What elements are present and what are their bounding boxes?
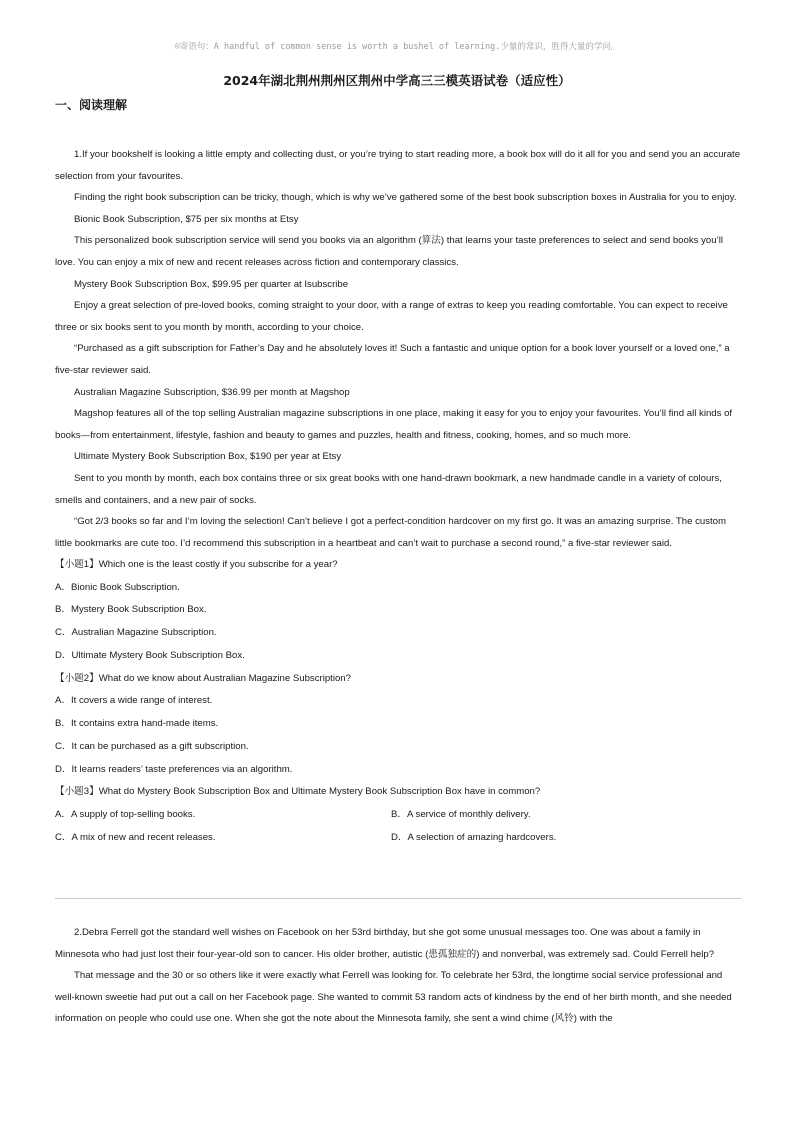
section-divider bbox=[55, 898, 741, 899]
question-1-option-d: D．Ultimate Mystery Book Subscription Box. bbox=[55, 650, 245, 662]
question-2-stem: 【小题2】What do we know about Australian Magazine Subscription? bbox=[55, 672, 351, 684]
passage-paragraph: Ultimate Mystery Book Subscription Box, $190 per year at Etsy bbox=[74, 451, 342, 463]
passage-paragraph: “Got 2/3 books so far and I’m loving the selection! Can’t believe I got a perfect-condition hardcover on my first go. It was an amazing surprise. The custom little bookmarks are cute too. I’d recommend this subscription in a heartbeat and can’t wait to purchase a second round,” a five-star reviewer said. bbox=[55, 516, 726, 549]
question-3-options-row-2 bbox=[55, 827, 743, 850]
question-3-option-b: B．A service of monthly delivery. bbox=[391, 808, 531, 820]
question-1-option-b: B．Mystery Book Subscription Box. bbox=[55, 604, 207, 616]
passage-paragraph: Australian Magazine Subscription, $36.99 per month at Magshop bbox=[74, 386, 350, 398]
question-3-option-c: C．A mix of new and recent releases. bbox=[55, 831, 216, 843]
passage-paragraph: That message and the 30 or so others like it were exactly what Ferrell was looking for. To celebrate her 53rd, the longtime social service professional and well-known sweetie had put out a call on her Facebook page. She wanted to commit 53 random acts of kindness by the end of her birth month, and she needed information on people who could use one. When she got the note about the Minnesota family, she sent a wind chime (风铃) with the bbox=[55, 970, 732, 1025]
question-2-option-b: B．It contains extra hand-made items. bbox=[55, 718, 219, 730]
passage-paragraph: “Purchased as a gift subscription for Father’s Day and he absolutely loves it! Such a fantastic and unique option for a book lover yourself or a loved one,” a five-star reviewer said. bbox=[55, 343, 730, 376]
passage-paragraph: 1.If your bookshelf is looking a little empty and collecting dust, or you’re trying to start reading more, a book box will do it all for you and send you an accurate selection from your favourites. bbox=[55, 149, 741, 182]
question-2-option-d: D．It learns readers’ taste preferences via an algorithm. bbox=[55, 763, 293, 775]
question-2-option-c: C．It can be purchased as a gift subscription. bbox=[55, 740, 249, 752]
passage-2 bbox=[55, 922, 743, 1030]
header-motto: ☺寄语句：A handful of common sense is worth a bushel of learning.少量的常识，胜得大量的学问。 bbox=[174, 42, 620, 52]
passage-1 bbox=[55, 144, 743, 849]
question-1-option-c: C．Australian Magazine Subscription. bbox=[55, 627, 217, 639]
passage-paragraph: Magshop features all of the top selling Australian magazine subscriptions in one place, making it easy for you to enjoy your favourites. You’ll find all kinds of books—from entertainment, lifestyle, fashion and beauty to games and puzzles, health and fitness, cooking, homes, and so much more. bbox=[55, 408, 733, 441]
passage-paragraph: Sent to you month by month, each box contains three or six great books with one hand-drawn bookmark, a new handmade candle in a variety of colours, smells and containers, and a new pair of socks. bbox=[55, 472, 722, 506]
document-title: 2024年湖北荆州荆州区荆州中学高三三模英语试卷（适应性） bbox=[223, 73, 571, 88]
passage-paragraph: Bionic Book Subscription, $75 per six months at Etsy bbox=[74, 213, 299, 225]
passage-paragraph: This personalized book subscription service will send you books via an algorithm (算法) that learns your taste preferences to select and send books you’ll love. You can enjoy a mix of new and recent releases across fiction and contemporary classics. bbox=[55, 235, 723, 268]
question-3-option-a: A．A supply of top-selling books. bbox=[55, 808, 196, 820]
question-1-option-a: A．Bionic Book Subscription. bbox=[55, 581, 180, 593]
question-3-option-d: D．A selection of amazing hardcovers. bbox=[391, 831, 557, 843]
passage-paragraph: Mystery Book Subscription Box, $99.95 per quarter at Isubscribe bbox=[74, 278, 349, 290]
question-3-stem: 【小题3】What do Mystery Book Subscription Box and Ultimate Mystery Book Subscription Box have in common? bbox=[55, 786, 541, 798]
question-1-stem: 【小题1】Which one is the least costly if you subscribe for a year? bbox=[55, 559, 338, 571]
passage-paragraph: Finding the right book subscription can be tricky, though, which is why we’ve gathered some of the best book subscription boxes in Australia for you to enjoy. bbox=[74, 192, 737, 204]
question-2-option-a: A．It covers a wide range of interest. bbox=[55, 695, 213, 707]
section-heading: 一、阅读理解 bbox=[55, 98, 128, 112]
passage-paragraph: Enjoy a great selection of pre-loved books, coming straight to your door, with a range of extras to keep you reading comfortable. You can expect to receive three or six books sent to you month by month, according to your choice. bbox=[55, 300, 728, 333]
question-3-options-row-1 bbox=[55, 804, 743, 827]
passage-paragraph: 2.Debra Ferrell got the standard well wishes on Facebook on her 53rd birthday, but she got some unusual messages too. One was about a family in Minnesota who had just lost their four-year-old son to cancer. His older brother, autistic (患孤独症的) and nonverbal, was extremely sad. Could Ferrell help? bbox=[55, 927, 715, 960]
